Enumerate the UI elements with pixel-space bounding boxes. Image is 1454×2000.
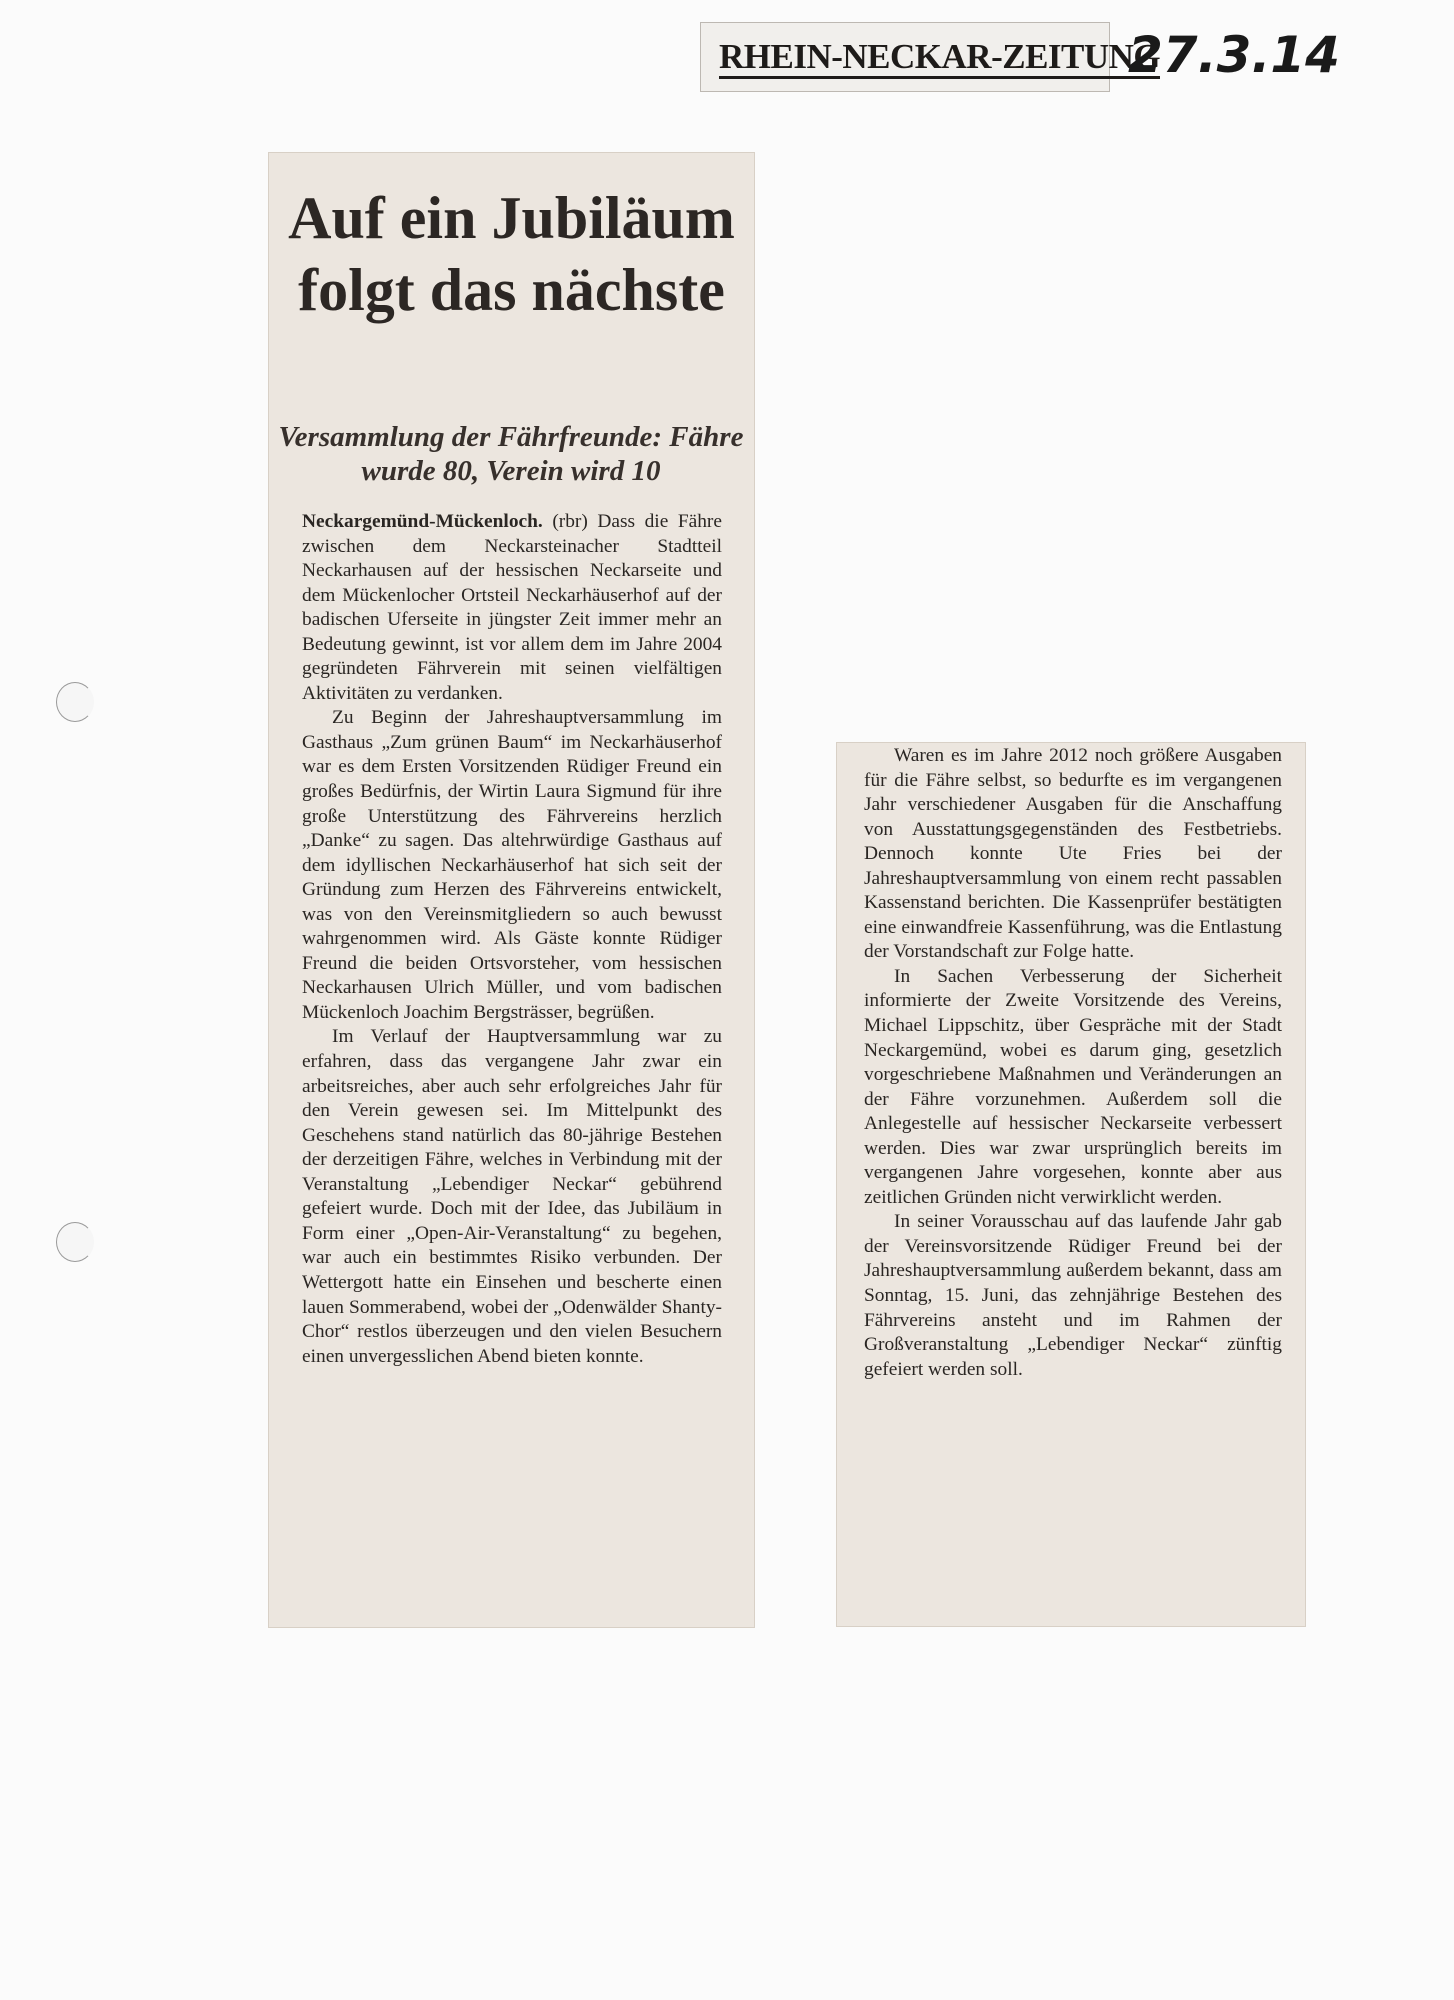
article-column-1 xyxy=(302,510,722,1369)
subheadline: Versammlung der Fährfreunde: Fähre wurde 80, Verein wird 10 xyxy=(278,421,744,487)
article-column-2 xyxy=(864,744,1282,1382)
dateline: Neckargemünd-Mückenloch. xyxy=(302,511,543,532)
masthead-clipping xyxy=(700,22,1161,92)
paragraph-1-text: (rbr) Dass die Fähre zwischen dem Neckarsteinacher Stadtteil Neckarhausen auf der hessischen Neckarseite und dem Mückenlocher Ortsteil Neckarhäuserhof auf der badischen Uferseite in jüngster Zeit immer mehr an Bedeutung gewinnt, ist vor allem dem im Jahre 2004 gegründeten Fährverein mit seinen vielfältigen Aktivitäten zu verdanken. xyxy=(302,511,722,704)
paragraph-lead xyxy=(302,510,722,706)
paragraph-4: Waren es im Jahre 2012 noch größere Ausgaben für die Fähre selbst, so bedurfte es im vergangenen Jahr verschiedener Ausgaben für die Anschaffung von Ausstattungsgegenständen des Festbetriebs. Dennoch konnte Ute Fries bei der Jahreshauptversammlung von einem recht passablen Kassenstand berichten. Die Kassenprüfer bestätigten eine einwandfreie Kassenführung, was die Entlastung der Vorstandschaft zur Folge hatte. xyxy=(864,745,1282,963)
article-clipping-right xyxy=(836,742,1306,1627)
punch-hole-bottom xyxy=(56,1222,94,1262)
article-clipping-left xyxy=(268,152,755,1628)
paragraph-3: Im Verlauf der Hauptversammlung war zu erfahren, dass das vergangene Jahr zwar ein arbeitsreiches, aber auch sehr erfolgreiches Jahr für den Verein gewesen sei. Im Mittelpunkt des Geschehens stand natürlich das 80-jährige Bestehen der derzeitigen Fähre, welches in Verbindung mit der Veranstaltung „Lebendiger Neckar“ gebührend gefeiert wurde. Doch mit der Idee, das Jubiläum in Form einer „Open-Air-Veranstaltung“ zu begehen, war auch ein bestimmtes Risiko verbunden. Der Wettergott hatte ein Einsehen und bescherte einen lauen Sommerabend, wobei der „Odenwälder Shanty-Chor“ restlos überzeugen und den vielen Besuchern einen unvergesslichen Abend bieten konnte. xyxy=(302,1026,722,1367)
paragraph-5: In Sachen Verbesserung der Sicherheit informierte der Zweite Vorsitzende des Vereins, Michael Lippschitz, über Gespräche mit der Stadt Neckargemünd, wobei es darum ging, gesetzlich vorgeschriebene Maßnahmen und Veränderungen an der Fähre vorzunehmen. Außerdem soll die Anlegestelle auf hessischer Neckarseite verbessert werden. Dies war zwar ursprünglich bereits im vergangenen Jahre vorgesehen, konnte aber aus zeitlichen Gründen nicht verwirklicht werden. xyxy=(864,965,1282,1208)
paragraph-6: In seiner Vorausschau auf das laufende Jahr gab der Vereinsvorsitzende Rüdiger Freund bei der Jahreshauptversammlung außerdem bekannt, dass am Sonntag, 15. Juni, das zehnjährige Bestehen des Fährvereins ansteht und im Rahmen der Großveranstaltung „Lebendiger Neckar“ zünftig gefeiert werden soll. xyxy=(864,1211,1282,1380)
punch-hole-top xyxy=(56,682,94,722)
paragraph-2: Zu Beginn der Jahreshauptversammlung im Gasthaus „Zum grünen Baum“ im Neckarhäuserhof war es dem Ersten Vorsitzenden Rüdiger Freund ein großes Bedürfnis, der Wirtin Laura Sigmund für ihre große Unterstützung des Fährvereins herzlich „Danke“ zu sagen. Das altehrwürdige Gasthaus auf dem idyllischen Neckarhäuserhof hat sich seit der Gründung zum Herzen des Fährvereins entwickelt, was von den Vereinsmitgliedern so auch bewusst wahrgenommen wird. Als Gäste konnte Rüdiger Freund die beiden Ortsvorsteher, vom hessischen Neckarhausen Ulrich Müller, und vom badischen Mückenloch Joachim Bergsträsser, begrüßen. xyxy=(302,707,722,1023)
headline: Auf ein Jubiläum folgt das nächste xyxy=(288,185,735,323)
handwritten-date: 27.3.14 xyxy=(1128,26,1340,84)
newspaper-name: RHEIN-NECKAR-ZEITUNG xyxy=(719,39,1160,79)
